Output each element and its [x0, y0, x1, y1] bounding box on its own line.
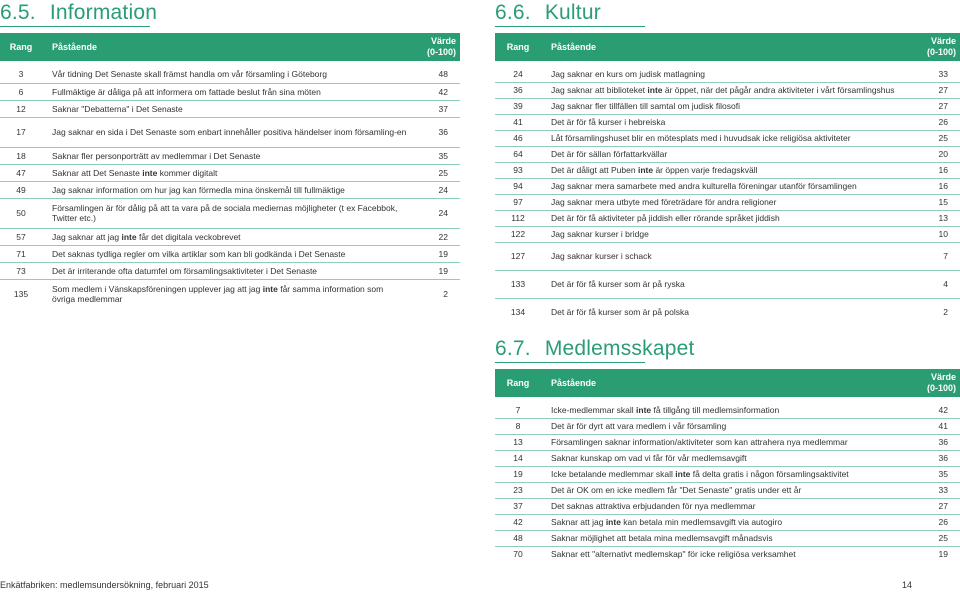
- header-value-line1: Värde: [930, 372, 956, 382]
- table-row: [495, 418, 960, 434]
- row-statement: Jag saknar mera utbyte med företrädare för andra religioner: [541, 194, 908, 210]
- row-rank: 19: [495, 466, 541, 482]
- table-header-row: [495, 369, 960, 397]
- row-rank: 133: [495, 270, 541, 298]
- row-value: 7: [908, 242, 960, 270]
- row-rank: 49: [0, 181, 42, 198]
- row-value: 16: [908, 162, 960, 178]
- row-statement: Jag saknar fler tillfällen till samtal om judisk filosofi: [541, 98, 908, 114]
- row-statement: Jag saknar en sida i Det Senaste som enbart innehåller positiva händelser inom församling-en: [42, 117, 412, 147]
- row-statement: Saknar möjlighet att betala mina medlemsavgift månadsvis: [541, 530, 908, 546]
- table-row: [495, 98, 960, 114]
- section-title-medlemsskapet: [495, 336, 960, 362]
- row-statement: Det är OK om en icke medlem får "Det Senaste" gratis under ett år: [541, 482, 908, 498]
- header-value-line2: (0-100): [926, 47, 956, 57]
- row-rank: 47: [0, 164, 42, 181]
- row-rank: 135: [13, 289, 29, 300]
- table-row: [0, 262, 460, 279]
- title-underline: [495, 26, 645, 27]
- row-rank: 127: [495, 242, 541, 270]
- row-value: 42: [412, 83, 460, 100]
- row-statement: Det är för dyrt att vara medlem i vår församling: [541, 418, 908, 434]
- table-row: [495, 482, 960, 498]
- row-rank: 112: [495, 210, 541, 226]
- row-value: 36: [908, 450, 960, 466]
- table-row: [495, 242, 960, 270]
- table-row: [495, 162, 960, 178]
- table-row: [0, 181, 460, 198]
- row-value: 2: [943, 307, 948, 318]
- row-value: 19: [412, 245, 460, 262]
- table-row: [495, 546, 960, 562]
- row-value: 48: [412, 66, 460, 83]
- row-value: 25: [908, 130, 960, 146]
- row-statement: Jag saknar mera samarbete med andra kulturella föreningar utanför församlingen: [541, 178, 908, 194]
- table-header-row: [495, 33, 960, 61]
- row-statement: Jag saknar kurser i schack: [541, 242, 908, 270]
- row-value: 26: [908, 514, 960, 530]
- row-statement: Det saknas attraktiva erbjudanden för nya medlemmar: [541, 498, 908, 514]
- table-row: [495, 130, 960, 146]
- row-value: 24: [412, 181, 460, 198]
- row-value: 4: [908, 270, 960, 298]
- table-row: [0, 117, 460, 147]
- page-number: 14: [902, 580, 913, 590]
- title-underline: [495, 362, 645, 363]
- table-row: [0, 83, 460, 100]
- information-table: [0, 33, 460, 309]
- table-row: [495, 466, 960, 482]
- row-value: 36: [908, 434, 960, 450]
- table-row: [495, 194, 960, 210]
- footer-source: Enkätfabriken: medlemsundersökning, februari 2015: [0, 580, 209, 590]
- row-rank: 24: [495, 66, 541, 82]
- row-rank: 70: [513, 549, 523, 560]
- row-rank: 48: [495, 530, 541, 546]
- header-rank: Rang: [495, 369, 541, 397]
- row-value: 2: [443, 289, 448, 300]
- title-underline: [0, 26, 150, 27]
- section-information: [0, 0, 460, 309]
- table-row: [495, 114, 960, 130]
- row-rank: 46: [495, 130, 541, 146]
- table-row: [495, 450, 960, 466]
- row-statement: Saknar fler personporträtt av medlemmar i Det Senaste: [42, 147, 412, 164]
- row-value: 24: [412, 198, 460, 228]
- table-row: [0, 228, 460, 245]
- row-statement: Jag saknar att jag inte får det digitala veckobrevet: [42, 228, 412, 245]
- row-statement: Låt församlingshuset blir en mötesplats med i huvudsak icke religiösa aktiviteter: [541, 130, 908, 146]
- row-value: 37: [412, 100, 460, 117]
- row-rank: 97: [495, 194, 541, 210]
- table-row: [495, 66, 960, 82]
- row-rank: 50: [0, 198, 42, 228]
- row-value: 16: [908, 178, 960, 194]
- row-rank: 6: [0, 83, 42, 100]
- row-rank: 23: [495, 482, 541, 498]
- table-row: [495, 210, 960, 226]
- row-statement: Saknar att Det Senaste inte kommer digitalt: [42, 164, 412, 181]
- row-statement: Vår tidning Det Senaste skall främst handla om vår församling i Göteborg: [42, 66, 412, 83]
- row-rank: 94: [495, 178, 541, 194]
- section-title-information: [0, 0, 460, 26]
- row-statement: Det är för få aktiviteter på jiddish eller rörande språket jiddish: [541, 210, 908, 226]
- row-statement: Icke betalande medlemmar skall inte få delta gratis i någon församlingsaktivitet: [541, 466, 908, 482]
- table-row: [495, 514, 960, 530]
- row-statement: Jag saknar information om hur jag kan förmedla mina önskemål till fullmäktige: [42, 181, 412, 198]
- row-rank: 57: [0, 228, 42, 245]
- row-statement: Jag saknar att biblioteket inte är öppet, när det pågår andra aktiviteter i vårt församlingshus: [541, 82, 908, 98]
- row-statement: Det är för få kurser i hebreiska: [541, 114, 908, 130]
- row-statement: Som medlem i Vänskapsföreningen upplever jag att jag inte får samma information som övriga medlemmar: [52, 284, 384, 305]
- section-heading: Kultur: [544, 1, 601, 24]
- row-rank: 42: [495, 514, 541, 530]
- row-rank: 3: [0, 66, 42, 83]
- table-row: [495, 402, 960, 418]
- table-row: [495, 298, 960, 326]
- row-statement: Saknar ett "alternativt medlemskap" för icke religiösa verksamhet: [551, 549, 796, 560]
- row-value: 20: [908, 146, 960, 162]
- row-statement: Fullmäktige är dåliga på att informera om fattade beslut från sina möten: [42, 83, 412, 100]
- table-row: [0, 147, 460, 164]
- header-value: [412, 33, 460, 61]
- table-row: [0, 66, 460, 83]
- row-value: 35: [412, 147, 460, 164]
- row-value: 27: [908, 82, 960, 98]
- row-statement: Det är för få kurser som är på ryska: [541, 270, 908, 298]
- row-rank: 18: [0, 147, 42, 164]
- section-title-kultur: [495, 0, 960, 26]
- row-value: 13: [908, 210, 960, 226]
- table-row: [0, 100, 460, 117]
- header-statement: Påstående: [541, 33, 908, 61]
- kultur-table: [495, 33, 960, 326]
- row-statement: Saknar kunskap om vad vi får för vår medlemsavgift: [541, 450, 908, 466]
- header-statement: Påstående: [42, 33, 412, 61]
- table-row: [495, 498, 960, 514]
- header-value: [908, 33, 960, 61]
- table-row: [495, 178, 960, 194]
- header-statement: Påstående: [541, 369, 908, 397]
- row-statement: Icke-medlemmar skall inte få tillgång till medlemsinformation: [541, 402, 908, 418]
- table-row: [495, 434, 960, 450]
- table-row: [495, 226, 960, 242]
- section-number: 6.5.: [0, 1, 36, 24]
- table-row: [495, 530, 960, 546]
- table-row: [0, 198, 460, 228]
- row-rank: 134: [510, 307, 526, 318]
- row-statement: Församlingen saknar information/aktiviteter som kan attrahera nya medlemmar: [541, 434, 908, 450]
- row-statement: Saknar "Debatterna" i Det Senaste: [42, 100, 412, 117]
- row-value: 19: [412, 262, 460, 279]
- row-rank: 37: [495, 498, 541, 514]
- row-value: 35: [908, 466, 960, 482]
- row-statement: Det är irriterande ofta datumfel om församlingsaktiviteter i Det Senaste: [42, 262, 412, 279]
- row-value: 22: [412, 228, 460, 245]
- row-rank: 14: [495, 450, 541, 466]
- row-statement: Det saknas tydliga regler om vilka artiklar som kan bli godkända i Det Senaste: [42, 245, 412, 262]
- row-statement: Jag saknar en kurs om judisk matlagning: [541, 66, 908, 82]
- row-value: 27: [908, 498, 960, 514]
- row-rank: 8: [495, 418, 541, 434]
- section-kultur: [495, 0, 960, 562]
- row-rank: 71: [0, 245, 42, 262]
- table-row: [0, 245, 460, 262]
- row-statement: Församlingen är för dålig på att ta vara på de sociala mediernas möjligheter (t ex Facebbok, Twitter etc.): [42, 198, 412, 228]
- row-statement: Saknar att jag inte kan betala min medlemsavgift via autogiro: [541, 514, 908, 530]
- row-value: 41: [908, 418, 960, 434]
- header-value: [908, 369, 960, 397]
- row-rank: 39: [495, 98, 541, 114]
- section-heading: Medlemsskapet: [544, 337, 695, 360]
- header-value-line1: Värde: [930, 36, 956, 46]
- row-value: 15: [908, 194, 960, 210]
- row-rank: 41: [495, 114, 541, 130]
- table-header-row: [0, 33, 460, 61]
- row-statement: Det är dåligt att Puben inte är öppen varje fredagskväll: [541, 162, 908, 178]
- table-row: [0, 164, 460, 181]
- row-value: 25: [412, 164, 460, 181]
- row-rank: 7: [495, 402, 541, 418]
- table-row: [495, 270, 960, 298]
- header-value-line2: (0-100): [426, 47, 456, 57]
- row-value: 26: [908, 114, 960, 130]
- row-rank: 36: [495, 82, 541, 98]
- row-value: 10: [908, 226, 960, 242]
- header-rank: Rang: [495, 33, 541, 61]
- row-statement: Det är för få kurser som är på polska: [551, 307, 689, 318]
- table-row: [495, 146, 960, 162]
- row-rank: 73: [0, 262, 42, 279]
- row-rank: 93: [495, 162, 541, 178]
- section-heading: Information: [49, 1, 158, 24]
- row-value: 33: [908, 482, 960, 498]
- row-value: 42: [908, 402, 960, 418]
- header-value-line1: Värde: [430, 36, 456, 46]
- row-value: 36: [412, 117, 460, 147]
- row-value: 27: [908, 98, 960, 114]
- row-value: 19: [938, 549, 948, 560]
- header-rank: Rang: [0, 33, 42, 61]
- row-rank: 17: [0, 117, 42, 147]
- row-rank: 122: [495, 226, 541, 242]
- section-medlemsskapet: [495, 336, 960, 562]
- section-number: 6.6.: [495, 1, 531, 24]
- row-statement: Det är för sällan författarkvällar: [541, 146, 908, 162]
- row-rank: 64: [495, 146, 541, 162]
- header-value-line2: (0-100): [926, 383, 956, 393]
- table-row: [0, 279, 460, 309]
- table-row: [495, 82, 960, 98]
- row-rank: 13: [495, 434, 541, 450]
- row-value: 33: [908, 66, 960, 82]
- medlemsskapet-table: [495, 369, 960, 562]
- row-rank: 12: [0, 100, 42, 117]
- row-statement: Jag saknar kurser i bridge: [541, 226, 908, 242]
- row-value: 25: [908, 530, 960, 546]
- section-number: 6.7.: [495, 337, 531, 360]
